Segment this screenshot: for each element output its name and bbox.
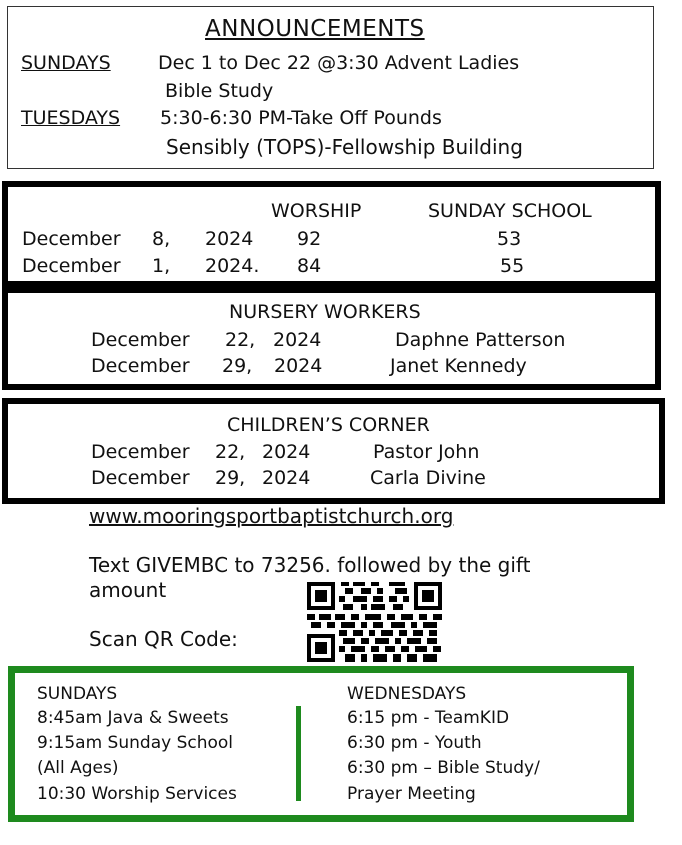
attendance-row-2-year: 2024. xyxy=(205,255,260,277)
children-row-1-month: December xyxy=(91,441,190,463)
attendance-row-2-day: 1, xyxy=(152,255,171,277)
nursery-row-2-month: December xyxy=(91,355,190,377)
nursery-row-1-day: 22, xyxy=(225,329,256,351)
children-row-1-name: Pastor John xyxy=(373,441,480,463)
announcement-tuesdays-line2: Sensibly (TOPS)-Fellowship Building xyxy=(166,135,523,159)
sundays-item-1: 8:45am Java & Sweets xyxy=(37,708,229,728)
nursery-row-1-month: December xyxy=(91,329,190,351)
sunday-school-header: SUNDAY SCHOOL xyxy=(428,200,592,222)
qr-code[interactable] xyxy=(305,580,444,664)
nursery-title: NURSERY WORKERS xyxy=(229,301,421,323)
attendance-row-1-day: 8, xyxy=(152,228,171,250)
nursery-row-1-name: Daphne Patterson xyxy=(395,329,566,351)
church-website-link[interactable]: www.mooringsportbaptistchurch.org xyxy=(89,504,454,528)
announcements-title: ANNOUNCEMENTS xyxy=(205,16,425,42)
sundays-item-3: (All Ages) xyxy=(37,758,119,778)
attendance-row-2-sunday-school: 55 xyxy=(500,255,525,277)
attendance-row-1-sunday-school: 53 xyxy=(497,228,522,250)
nursery-row-2-name: Janet Kennedy xyxy=(390,355,527,377)
children-row-1-year: 2024 xyxy=(262,441,311,463)
text-give-line2: amount xyxy=(89,578,167,602)
scan-qr-label: Scan QR Code: xyxy=(89,627,238,651)
wednesdays-item-4: Prayer Meeting xyxy=(347,784,476,804)
wednesdays-item-2: 6:30 pm - Youth xyxy=(347,733,482,753)
children-row-2-year: 2024 xyxy=(262,467,311,489)
wednesdays-item-3: 6:30 pm – Bible Study/ xyxy=(347,758,540,778)
announcement-tuesdays-line1: 5:30-6:30 PM-Take Off Pounds xyxy=(160,107,442,129)
childrens-corner-title: CHILDREN’S CORNER xyxy=(227,414,430,436)
announcement-sundays-line2: Bible Study xyxy=(165,80,274,102)
children-row-2-day: 29, xyxy=(215,467,246,489)
attendance-row-2-month: December xyxy=(22,255,121,277)
text-give-line1: Text GIVEMBC to 73256. followed by the gift xyxy=(89,553,531,577)
attendance-row-1-worship: 92 xyxy=(297,228,322,250)
sundays-title: SUNDAYS xyxy=(37,684,118,704)
worship-header: WORSHIP xyxy=(271,200,362,222)
sundays-item-4: 10:30 Worship Services xyxy=(37,784,237,804)
schedule-divider xyxy=(296,706,301,801)
nursery-row-2-year: 2024 xyxy=(274,355,323,377)
children-row-2-month: December xyxy=(91,467,190,489)
sundays-item-2: 9:15am Sunday School xyxy=(37,733,234,753)
announcement-sundays-line1: Dec 1 to Dec 22 @3:30 Advent Ladies xyxy=(158,52,520,74)
attendance-row-2-worship: 84 xyxy=(297,255,322,277)
nursery-row-1-year: 2024 xyxy=(273,329,322,351)
announcement-label-tuesdays: TUESDAYS xyxy=(21,107,121,129)
wednesdays-item-1: 6:15 pm - TeamKID xyxy=(347,708,510,728)
announcement-label-sundays: SUNDAYS xyxy=(21,52,111,74)
wednesdays-title: WEDNESDAYS xyxy=(347,684,467,704)
children-row-2-name: Carla Divine xyxy=(370,467,486,489)
nursery-row-2-day: 29, xyxy=(222,355,253,377)
children-row-1-day: 22, xyxy=(215,441,246,463)
attendance-row-1-year: 2024 xyxy=(205,228,254,250)
attendance-row-1-month: December xyxy=(22,228,121,250)
